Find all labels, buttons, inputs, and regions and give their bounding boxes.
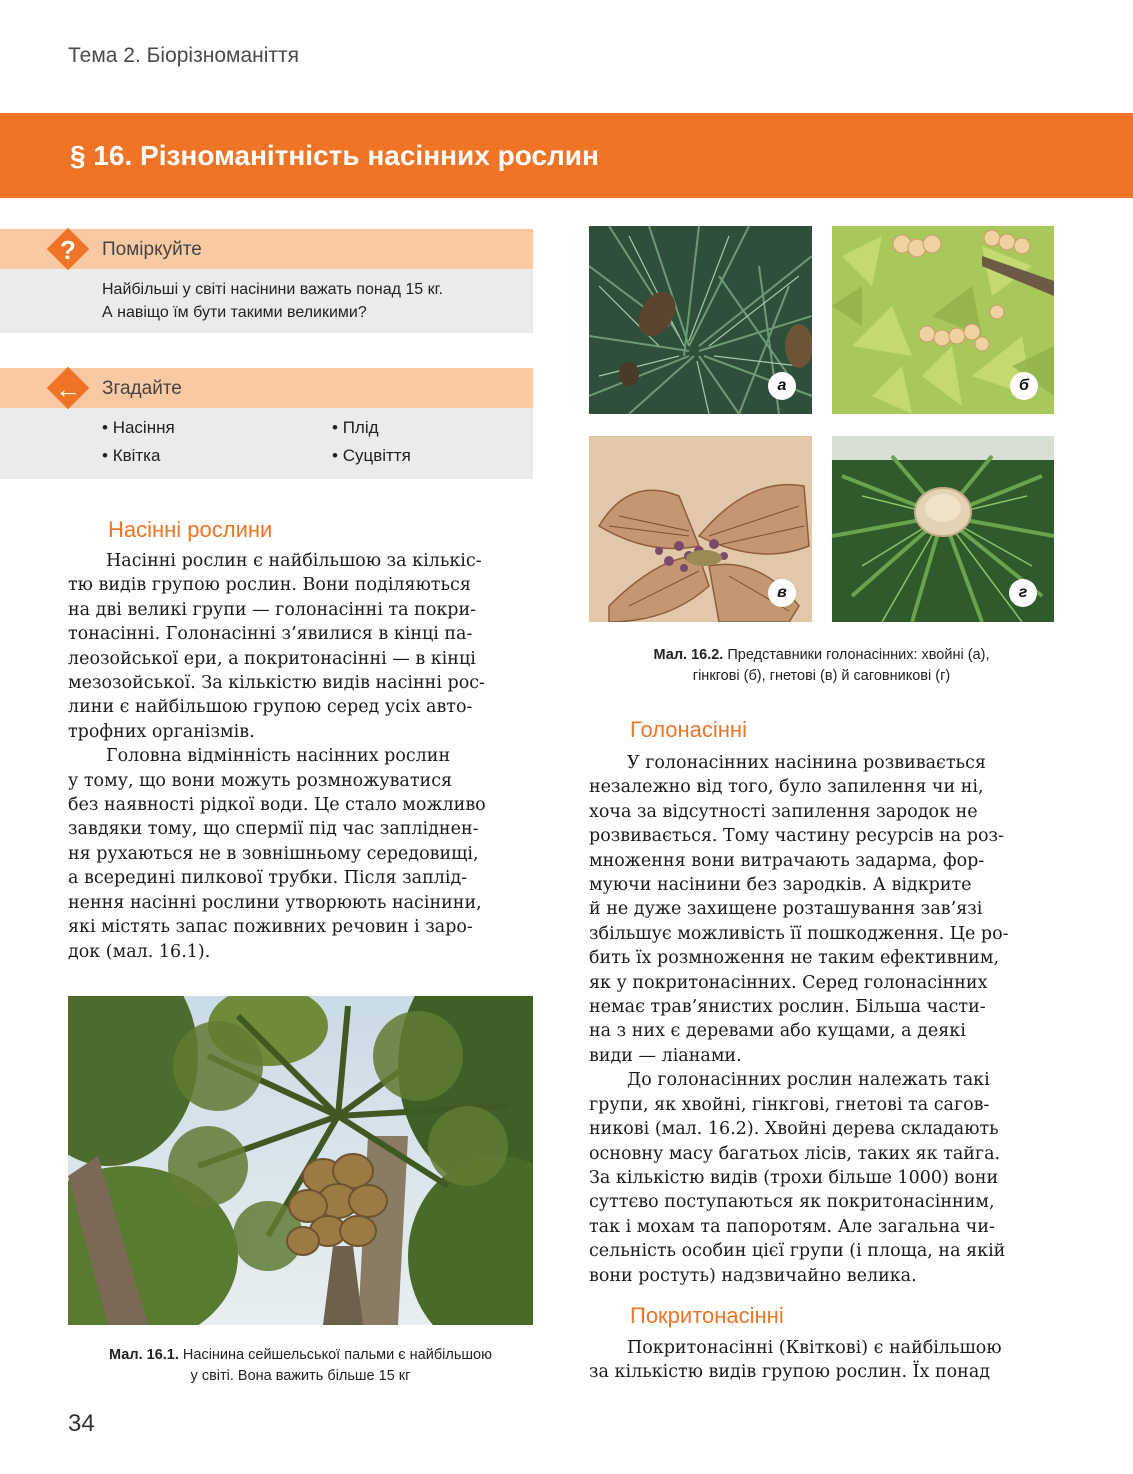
think-box-line-2: А навіщо їм бути такими великими?: [102, 304, 367, 321]
text-line: тю видів групою рослин. Вони поділяються: [68, 575, 471, 596]
text-line: види — ліанами.: [589, 1045, 742, 1066]
section-gymnosperms-text: [589, 751, 1054, 1288]
recall-item-text: Плід: [342, 418, 379, 437]
text-line: ня рухаються не в зовнішньому середовищі,: [68, 843, 479, 864]
recall-item: • Плід: [332, 418, 379, 437]
text-line: на дві великі групи — голонасінні та покри-: [68, 599, 477, 620]
text-line: збільшує можливість її пошкодження. Це ро-: [589, 923, 1009, 944]
section-heading-angiosperms: Покритонасінні: [630, 1303, 784, 1328]
text-line: групи, як хвойні, гінкгові, гнетові та сагов-: [589, 1094, 990, 1115]
arrow-left-icon: ←: [55, 374, 81, 404]
text-line: незалежно від того, було запилення чи ні,: [589, 777, 984, 798]
photo-label-a: а: [768, 372, 796, 400]
section-angiosperms-text: [589, 1336, 1054, 1385]
text-line: Насінні рослин є найбільшою за кількіс-: [106, 551, 482, 571]
text-line: сельність особин цієї групи (і площа, на якій: [589, 1241, 1006, 1262]
text-line: без наявності рідкої води. Це стало можливо: [68, 795, 486, 816]
photo-label-b: б: [1010, 372, 1038, 400]
text-line: хоча за відсутності запилення зародок не: [589, 801, 978, 822]
caption-line: Мал. 16.1. Насінина сейшельської пальми є найбільшою: [109, 1347, 492, 1363]
section-seed-plants-text: [68, 549, 533, 964]
caption-line: у світі. Вона важить більше 15 кг: [190, 1368, 411, 1384]
text-line: розвивається. Тому частину ресурсів на роз-: [589, 826, 1004, 847]
figure-16-2-caption: [589, 645, 1054, 687]
recall-item-text: Квітка: [112, 446, 161, 465]
text-line: множення вони витрачають задарма, фор-: [589, 850, 985, 871]
recall-item: • Квітка: [102, 446, 161, 465]
photo-conifer: [589, 226, 812, 414]
text-line: муючи насінини без зародків. А відкрите: [589, 875, 972, 896]
text-line: які містять запас поживних речовин і заро-: [68, 917, 473, 938]
page-number: 34: [68, 1410, 95, 1437]
text-line: бить їх розмноження не таким ефективним,: [589, 948, 1000, 969]
recall-item-text: Суцвіття: [342, 446, 411, 465]
photo-welwitschia: [589, 436, 812, 622]
running-header-topic: Тема 2. Біорізноманіття: [68, 44, 299, 67]
caption-line: Мал. 16.2. Представники голонасінних: хвойні (а),: [653, 647, 990, 663]
text-line: лини є найбільшою групою серед усіх авто-: [68, 697, 473, 718]
caption-figure-number: Мал. 16.2.: [653, 647, 724, 663]
section-heading-seed-plants: Насінні рослини: [108, 517, 273, 542]
text-line: завдяки тому, що спермії під час запліднен-: [68, 819, 479, 840]
text-line: Покритонасінні (Квіткові) є найбільшою: [627, 1338, 1002, 1358]
text-line: на з них є деревами або кущами, а деякі: [589, 1021, 966, 1042]
text-line: суттєво поступаються як покритонасінним,: [589, 1192, 995, 1213]
palm-illustration: [68, 996, 533, 1325]
recall-box-body: [0, 408, 533, 479]
recall-item: • Суцвіття: [332, 446, 411, 465]
text-line: як у покритонасінних. Серед голонасінних: [589, 972, 988, 993]
page-title: § 16. Різноманітність насінних рослин: [70, 140, 599, 171]
text-line: У голонасінних насінина розвивається: [627, 753, 986, 773]
photo-label-g: г: [1009, 579, 1037, 607]
text-line: немає трав’янистих рослин. Більша части-: [589, 997, 986, 1018]
photo-cycad: [832, 436, 1054, 622]
recall-item-text: Насіння: [112, 418, 175, 437]
text-line: й не дуже захищене розташування зав’язі: [589, 899, 983, 920]
caption-line: гінкгові (б), гнетові (в) й саговникові (г): [692, 668, 951, 684]
text-line: у тому, що вони можуть розмножуватися: [68, 770, 453, 791]
caption-figure-number: Мал. 16.1.: [109, 1347, 179, 1363]
text-line: До голонасінних рослин належать такі: [627, 1070, 990, 1091]
text-line: Головна відмінність насінних рослин: [106, 746, 451, 767]
text-line: никові (мал. 16.2). Хвойні дерева складають: [589, 1119, 999, 1140]
text-line: тонасінні. Голонасінні з’явилися в кінці па-: [68, 624, 473, 645]
text-line: леозойської ери, а покритонасінні — в кінці: [68, 648, 476, 669]
text-line: док (мал. 16.1).: [68, 941, 211, 962]
think-box-line-1: Найбільші у світі насінини важать понад 15 кг.: [102, 281, 443, 298]
text-line: за кількістю видів групою рослин. Їх понад: [589, 1362, 991, 1383]
question-mark-icon: ?: [60, 235, 76, 265]
text-line: так і мохам та папоротям. Але загальна чи-: [589, 1216, 995, 1237]
figure-16-1-caption: [68, 1345, 533, 1387]
text-line: трофних організмів.: [68, 721, 255, 742]
think-box-label: Поміркуйте: [102, 239, 202, 260]
text-line: а всередині пилкової трубки. Після заплід-: [68, 868, 468, 889]
photo-label-v: в: [768, 579, 796, 607]
figure-16-1-palm-photo: [68, 996, 533, 1325]
recall-box-label: Згадайте: [102, 378, 182, 399]
text-line: вони ростуть) надзвичайно велика.: [589, 1265, 917, 1286]
text-line: мезозойської. За кількістю видів насінні рос-: [68, 673, 485, 694]
text-line: нення насінні рослини утворюють насінини,: [68, 892, 482, 913]
text-line: основну масу багатьох лісів, таких як тайга.: [589, 1143, 1001, 1164]
recall-item: • Насіння: [102, 418, 175, 437]
photo-ginkgo: [832, 226, 1054, 414]
text-line: За кількістю видів (трохи більше 1000) вони: [589, 1167, 999, 1188]
section-heading-gymnosperms: Голонасінні: [630, 717, 747, 742]
